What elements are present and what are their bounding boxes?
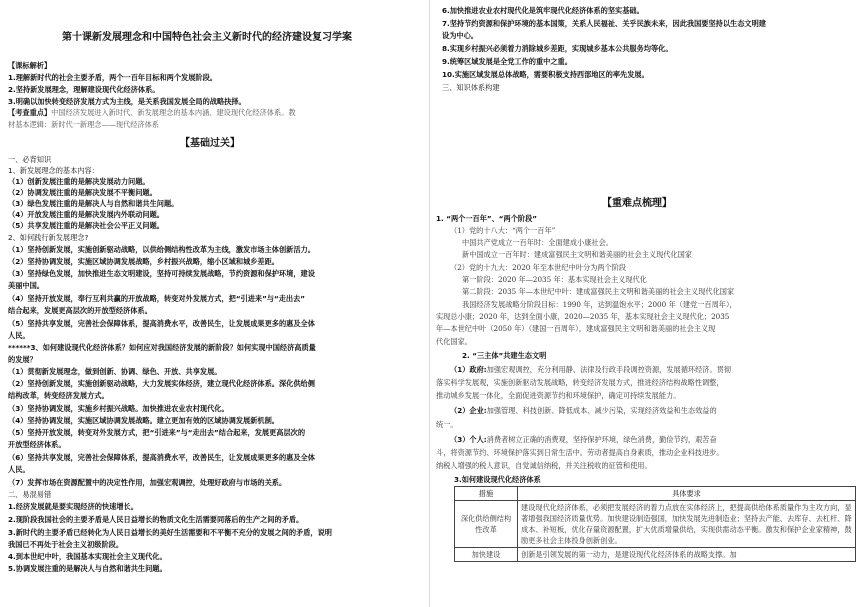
p1-heading: 1. “两个一百年”、“两个阶段” [436,214,538,223]
error-item: 2.现阶段我国社会的主要矛盾是人民日益增长的物质文化生活需要同落后的生产之间的矛盾。 [8,515,304,524]
p2-ind-text: 消费者树立正确的消费观，坚持保护环境，绿色消费，勤俭节约，艰苦奋 [486,435,717,444]
focus-text-2: 材基本逻辑：新时代一新理念——现代经济体系 [8,120,159,129]
q2-item: （3）坚持绿色发展，加快推进生态文明建设，坚持可持续发展战略，节约资源和保护环境，建设 [8,269,315,278]
q2-item: 美丽中国。 [8,281,44,290]
intro-item: 3.明确以加快转变经济发展方式为主线，是关系我国发展全局的战略抉择。 [8,97,246,106]
p2-gov-line [450,365,731,374]
error-item: 4.到本世纪中叶，我国基本实现社会主义现代化。 [8,552,167,561]
q3-item: （3）坚持协调发展，实施乡村振兴战略。加快推进农业农村现代化。 [8,404,229,413]
p2-ent-text-2: 统一。 [436,420,458,429]
p1-item: 代化国家。 [436,337,472,346]
error-item: 我国已不再处于社会主义初级阶段。 [8,540,124,549]
p2-heading: 2. “三主体”共建生态文明 [462,351,547,360]
p2-ind-label: （3）个人: [450,435,487,444]
p3-heading: 3.如何建设现代化经济体系 [454,475,541,484]
focus-label: 【考查重点】 [8,108,52,117]
q3-item: 人民。 [8,465,30,474]
table-header-cell: 措施 [455,487,518,501]
table-cell-label: 深化供给侧结构性改革 [455,501,518,548]
q2-item: 结合起来，发展更高层次的开放型经济体系。 [8,306,152,315]
p2-ind-line [450,435,717,444]
intro-item: 1.理解新时代的社会主要矛盾，两个一百年目标和两个发展阶段。 [8,73,217,82]
error-item: 8.实现乡村振兴必须着力消除城乡差距，实现城乡基本公共服务均等化。 [442,44,673,53]
q3-item: （6）坚持共享发展，完善社会保障体系，提高消费水平，改善民生，让发展成果更多的惠及全体 [8,453,315,462]
p1-item: 新中国成立一百年时：建成富强民主文明和谐美丽的社会主义现代化国家 [462,250,693,259]
p2-gov-text-2: 落实科学发展观，实施创新驱动发展战略，转变经济发展方式，推进经济结构战略性调整， [436,378,724,387]
q2-item: （1）坚持创新发展，实施创新驱动战略，以供给侧结构性改革为主线，激发市场主体创新活力。 [8,245,315,254]
p1-item: 中国共产党成立一百年时：全面建成小康社会。 [462,238,613,247]
q3-item: （1）贯彻新发展理念，做到创新、协调、绿色、开放、共享发展。 [8,367,222,376]
p2-ent-line [450,406,717,415]
section-key-points: 【重难点梳理】 [602,198,672,209]
table-row [455,548,856,562]
focus-text: 中国经济发展进入新时代、新发展理念的基本内涵、建设现代化经济体系。教 [51,108,296,117]
p1-item: 年—本世纪中叶（2050 年）（建国一百周年），建成富强民主文明和谐美丽的社会主义现 [436,324,716,333]
table-header-row [455,487,856,501]
right-column [430,0,860,607]
intro-item: 2.坚持新发展理念，理解建设现代化经济体系。 [8,85,160,94]
table-header-cell: 具体要求 [518,487,856,501]
left-column [0,0,428,607]
error-item: 3.新时代的主要矛盾已经转化为人民日益增长的美好生活需要和不平衡不充分的发展之间的矛盾，说明 [8,528,332,537]
p1-item: 实现总小康；2020 年，达到全面小康，2020—2035 年，基本实现社会主义现代化；2035 [436,312,730,321]
table-cell-text: 创新是引领发展的第一动力，是建设现代化经济体系的战略支撑。加 [518,548,856,562]
q1-item: （3）绿色发展注重的是解决人与自然和谐共生问题。 [8,199,179,208]
p2-gov-text-3: 推动城乡发展一体化，全面促进资源节约和环境保护，确定可持续发展能力。 [436,391,681,400]
q3-item: 开放型经济体系。 [8,440,66,449]
table-cell-text: 建设现代化经济体系，必须把发展经济的着力点放在实体经济上，把提高供给体系质量作为主攻方向，显著增强我国经济质量优势。加快建设制造强国，加快发展先进制造业；坚持去产能、去库存、去杠杆、降成本、补短板，优化存量资源配置，扩大优质增量供给，实现供需动态平衡。激发和保护企业家精神，鼓励更多社会主体投身创新创业。 [518,501,856,548]
q1-item: （2）协调发展注重的是解决发展不平衡问题。 [8,188,157,197]
error-item: 1.经济发展就是要实现经济的快速增长。 [8,502,138,511]
table-cell-label: 加快建设 [455,548,518,562]
q1-item: （4）开放发展注重的是解决发展内外联动问题。 [8,210,164,219]
section-basic: 【基础过关】 [180,138,240,149]
q1-heading: 1、新发展理念的基本内容： [8,166,99,175]
intro-heading: 【课标解析】 [8,61,52,70]
q3-item: （5）坚持开放发展，转变对外发展方式，把“引进来”与“走出去”结合起来，发展更高层次的 [8,428,306,437]
must-heading: 一、必背知识 [8,155,52,164]
table-row [455,501,856,548]
q2-item: 人民。 [8,331,30,340]
p1-item: 第二阶段：2035 年—本世纪中叶：建成富强民主文明和谐美丽的社会主义现代化国家 [462,287,735,296]
error-item: 10.实施区域发展总体战略，需要积极支持西部地区的率先发展。 [442,70,649,79]
measures-table [454,486,856,562]
p2-gov-text: 加强宏观调控，充分利用静、法律及行政手段调控资源，发展循环经济。贯彻 [486,365,732,374]
q3-heading-2: 的发展？ [8,355,37,364]
p1-item: （1）党的十八大：“两个一百年” [450,226,556,235]
error-item: 5.协调发展注重的是解决人与自然和谐共生问题。 [8,564,167,573]
p2-ent-text: 加强管理、科技创新、降低成本、减少污染，实现经济效益和生态效益的 [486,406,717,415]
p1-item: 我国经济发展战略分阶段目标：1990 年，达到温饱水平；2000 年（建党一百周年）， [462,300,737,309]
q2-item: （5）坚持共享发展，完善社会保障体系，提高消费水平，改善民生，让发展成果更多的惠及全体 [8,319,315,328]
p1-item: （2）党的十九大：2020 年至本世纪中叶分为两个阶段 [450,263,627,272]
q2-item: （2）坚持协调发展，实施区域协调发展战略，乡村振兴战略，缩小区域和城乡差距。 [8,257,279,266]
error-item: 设为中心。 [442,31,478,40]
q3-item: （2）坚持创新发展，实施创新驱动战略，大力发展实体经济，建立现代化经济体系。深化供给侧 [8,379,315,388]
q1-item: （1）创新发展注重的是解决发展动力问题。 [8,177,150,186]
q3-item: 结构改革，转变经济发展方式。 [8,391,109,400]
error-item: 6.加快推进农业农村现代化是筑牢现代化经济体系的坚实基础。 [442,6,644,15]
p1-item: 第一阶段：2020 年—2035 年：基本实现社会主义现代化 [462,275,647,284]
q3-item: （4）坚持协调发展，实施区域协调发展战略。建立更加有效的区域协调发展新机制。 [8,416,279,425]
q2-heading: 2、如何践行新发展理念? [8,233,89,242]
p2-ent-label: （2）企业: [450,406,487,415]
p2-gov-label: （1）政府: [450,365,487,374]
error-item: 7.坚持节约资源和保护环境的基本国策，关系人民福祉、关乎民族未来，因此我国要坚持以生态文明建 [442,19,766,28]
q1-item: （5）共享发展注重的是解决社会公平正义问题。 [8,221,164,230]
p2-ind-text-3: 纳税人增强的税人意识，自觉诚信纳税，并关注税收的征管和使用。 [436,461,652,470]
structure-heading: 三、知识体系构建 [442,83,500,92]
page-title: 第十课新发展理念和中国特色社会主义新时代的经济建设复习学案 [62,32,352,43]
p2-ind-text-2: 斗，将资源节约、环境保护落实到日常生活中。劳动者提高自身素质，推动企业科技进步。 [436,448,724,457]
q3-item: （7）发挥市场在资源配置中的决定性作用，加强宏观调控，处理好政府与市场的关系。 [8,478,287,487]
q2-item: （4）坚持开放发展，奉行互利共赢的开放战略，转变对外发展方式，把“引进来”与“走出去” [8,294,306,303]
error-heading: 二、易混易错 [8,490,52,499]
error-item: 9.统筹区域发展是全党工作的重中之重。 [442,57,572,66]
focus-line [8,108,296,117]
q3-heading: ******3、如何建设现代化经济体系？如何应对我国经济发展的新阶段？如何实现中国经济高质量 [8,343,316,352]
